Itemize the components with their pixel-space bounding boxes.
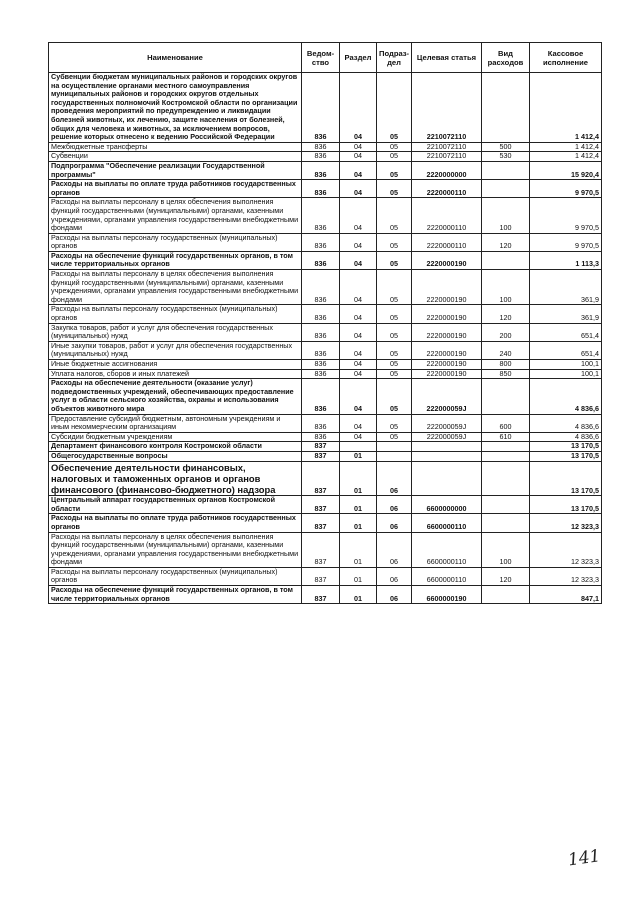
row-subsection: 05 [377, 152, 412, 162]
row-cash-execution: 9 970,5 [530, 198, 602, 233]
row-section: 04 [340, 142, 377, 152]
table-row [49, 379, 602, 414]
row-section: 04 [340, 73, 377, 143]
table-row [49, 414, 602, 432]
header-section: Раздел [340, 43, 377, 73]
row-cash-execution: 12 323,3 [530, 514, 602, 532]
row-target-item: 6600000110 [412, 567, 482, 585]
header-department: Ведом-ство [302, 43, 340, 73]
row-department: 836 [302, 233, 340, 251]
table-row [49, 442, 602, 452]
table-row [49, 270, 602, 305]
table-row [49, 180, 602, 198]
row-target-item: 2220000110 [412, 233, 482, 251]
row-expense-type [482, 161, 530, 179]
row-cash-execution: 13 170,5 [530, 442, 602, 452]
row-cash-execution: 1 412,4 [530, 152, 602, 162]
header-subsection: Подраз-дел [377, 43, 412, 73]
row-name: Общегосударственные вопросы [49, 451, 302, 461]
row-cash-execution: 361,9 [530, 270, 602, 305]
row-department: 837 [302, 451, 340, 461]
row-expense-type: 100 [482, 532, 530, 567]
row-department: 836 [302, 432, 340, 442]
row-cash-execution: 12 323,3 [530, 567, 602, 585]
table-row [49, 360, 602, 370]
row-target-item: 2220000190 [412, 251, 482, 269]
row-name: Расходы на выплаты персоналу государственных (муниципальных) органов [49, 233, 302, 251]
row-expense-type: 530 [482, 152, 530, 162]
row-section: 04 [340, 379, 377, 414]
row-expense-type: 850 [482, 369, 530, 379]
budget-execution-table [48, 42, 602, 604]
row-department: 837 [302, 532, 340, 567]
row-expense-type [482, 496, 530, 514]
row-subsection: 05 [377, 142, 412, 152]
row-section: 01 [340, 514, 377, 532]
row-department: 836 [302, 360, 340, 370]
row-cash-execution: 13 170,5 [530, 461, 602, 496]
table-row [49, 514, 602, 532]
header-cash-execution: Кассовое исполнение [530, 43, 602, 73]
row-target-item: 2220000110 [412, 198, 482, 233]
row-name: Субвенции бюджетам муниципальных районов и городских округов на осуществление органами местного самоуправления муниципальных районов и городских округов отдельных государственных полномочий Костромской области по организации проведения мероприятий по предупреждению и ликвидации болезней животных, их лечению, защите населения от болезней, общих для человека и животных, за исключением вопросов, решение которых отнесено к ведению Российской Федерации [49, 73, 302, 143]
row-expense-type: 120 [482, 567, 530, 585]
row-name: Департамент финансового контроля Костромской области [49, 442, 302, 452]
row-expense-type [482, 379, 530, 414]
row-cash-execution: 13 170,5 [530, 451, 602, 461]
row-target-item: 2210072110 [412, 152, 482, 162]
row-expense-type [482, 442, 530, 452]
row-name: Расходы на обеспечение функций государственных органов, в том числе территориальных органов [49, 586, 302, 604]
row-cash-execution: 12 323,3 [530, 532, 602, 567]
row-cash-execution: 651,4 [530, 341, 602, 359]
row-subsection: 06 [377, 461, 412, 496]
table-row [49, 461, 602, 496]
row-target-item: 2210072110 [412, 142, 482, 152]
row-cash-execution: 100,1 [530, 360, 602, 370]
row-department: 836 [302, 305, 340, 323]
row-section [340, 442, 377, 452]
table-body [49, 73, 602, 604]
row-section: 01 [340, 586, 377, 604]
row-name: Расходы на обеспечение функций государственных органов, в том числе территориальных органов [49, 251, 302, 269]
table-row [49, 198, 602, 233]
row-expense-type: 500 [482, 142, 530, 152]
row-name: Предоставление субсидий бюджетным, автономным учреждениям и иным некоммерческим организациям [49, 414, 302, 432]
row-subsection: 06 [377, 496, 412, 514]
row-department: 836 [302, 323, 340, 341]
row-name: Расходы на выплаты персоналу в целях обеспечения выполнения функций государственными (муниципальными) органами, казенными учреждениями, органами управления государственными внебюджетными фондами [49, 198, 302, 233]
row-section: 04 [340, 161, 377, 179]
row-section: 01 [340, 532, 377, 567]
row-subsection: 06 [377, 532, 412, 567]
row-subsection: 05 [377, 360, 412, 370]
row-expense-type: 120 [482, 305, 530, 323]
row-subsection [377, 451, 412, 461]
row-name: Расходы на выплаты по оплате труда работников государственных органов [49, 180, 302, 198]
row-section: 04 [340, 323, 377, 341]
header-target-item: Целевая статья [412, 43, 482, 73]
table-row [49, 73, 602, 143]
row-expense-type: 100 [482, 270, 530, 305]
row-target-item: 2220000190 [412, 323, 482, 341]
table-row [49, 496, 602, 514]
row-expense-type [482, 461, 530, 496]
row-target-item: 2220000000 [412, 161, 482, 179]
row-subsection: 06 [377, 514, 412, 532]
row-subsection: 05 [377, 305, 412, 323]
row-subsection: 05 [377, 161, 412, 179]
row-target-item: 2210072110 [412, 73, 482, 143]
row-name: Субсидии бюджетным учреждениям [49, 432, 302, 442]
row-subsection: 06 [377, 567, 412, 585]
row-cash-execution: 847,1 [530, 586, 602, 604]
row-subsection: 06 [377, 586, 412, 604]
row-cash-execution: 1 113,3 [530, 251, 602, 269]
row-subsection: 05 [377, 379, 412, 414]
row-department: 837 [302, 586, 340, 604]
row-target-item: 2220000190 [412, 341, 482, 359]
row-department: 836 [302, 270, 340, 305]
row-section: 04 [340, 341, 377, 359]
row-name: Расходы на выплаты по оплате труда работников государственных органов [49, 514, 302, 532]
table-row [49, 305, 602, 323]
row-subsection: 05 [377, 73, 412, 143]
row-cash-execution: 100,1 [530, 369, 602, 379]
row-section: 01 [340, 461, 377, 496]
row-expense-type [482, 251, 530, 269]
table-row [49, 567, 602, 585]
row-cash-execution: 13 170,5 [530, 496, 602, 514]
row-department: 837 [302, 442, 340, 452]
row-name: Межбюджетные трансферты [49, 142, 302, 152]
row-subsection: 05 [377, 198, 412, 233]
row-target-item: 6600000190 [412, 586, 482, 604]
row-department: 836 [302, 152, 340, 162]
row-cash-execution: 361,9 [530, 305, 602, 323]
row-section: 04 [340, 360, 377, 370]
row-expense-type [482, 586, 530, 604]
row-name: Обеспечение деятельности финансовых, налоговых и таможенных органов и органов финансового (финансово-бюджетного) надзора [49, 461, 302, 496]
page-number: 141 [566, 846, 602, 871]
row-expense-type: 120 [482, 233, 530, 251]
row-department: 837 [302, 496, 340, 514]
table-row [49, 586, 602, 604]
row-expense-type: 610 [482, 432, 530, 442]
row-section: 01 [340, 451, 377, 461]
row-section: 04 [340, 369, 377, 379]
row-subsection: 05 [377, 251, 412, 269]
row-expense-type [482, 180, 530, 198]
row-name: Иные бюджетные ассигнования [49, 360, 302, 370]
row-target-item: 6600000110 [412, 532, 482, 567]
row-name: Расходы на выплаты персоналу государственных (муниципальных) органов [49, 567, 302, 585]
row-expense-type: 100 [482, 198, 530, 233]
row-subsection: 05 [377, 341, 412, 359]
row-cash-execution: 4 836,6 [530, 432, 602, 442]
row-subsection: 05 [377, 270, 412, 305]
row-target-item: 6600000000 [412, 496, 482, 514]
row-subsection [377, 442, 412, 452]
row-target-item [412, 451, 482, 461]
row-subsection: 05 [377, 414, 412, 432]
row-target-item: 2220000190 [412, 360, 482, 370]
row-department: 836 [302, 414, 340, 432]
row-department: 836 [302, 198, 340, 233]
row-expense-type [482, 514, 530, 532]
row-name: Центральный аппарат государственных органов Костромской области [49, 496, 302, 514]
row-target-item: 2220000190 [412, 270, 482, 305]
table-header-row [49, 43, 602, 73]
row-department: 836 [302, 161, 340, 179]
row-cash-execution: 9 970,5 [530, 180, 602, 198]
row-name: Расходы на обеспечение деятельности (оказание услуг) подведомственных учреждений, обеспечивающих предоставление услуг в области сельского хозяйства, охраны и использования объектов животного мира [49, 379, 302, 414]
row-expense-type: 600 [482, 414, 530, 432]
table-row [49, 152, 602, 162]
row-subsection: 05 [377, 369, 412, 379]
row-target-item [412, 461, 482, 496]
row-target-item [412, 442, 482, 452]
row-name: Закупка товаров, работ и услуг для обеспечения государственных (муниципальных) нужд [49, 323, 302, 341]
row-name: Расходы на выплаты персоналу в целях обеспечения выполнения функций государственными (муниципальными) органами, казенными учреждениями, органами управления государственными внебюджетными фондами [49, 270, 302, 305]
row-name: Расходы на выплаты персоналу в целях обеспечения выполнения функций государственными (муниципальными) органами, казенными учреждениями, органами управления государственными внебюджетными фондами [49, 532, 302, 567]
row-expense-type: 240 [482, 341, 530, 359]
table-row [49, 451, 602, 461]
row-department: 837 [302, 567, 340, 585]
row-target-item: 6600000110 [412, 514, 482, 532]
table-row [49, 161, 602, 179]
row-expense-type: 200 [482, 323, 530, 341]
row-section: 04 [340, 180, 377, 198]
row-section: 04 [340, 152, 377, 162]
row-subsection: 05 [377, 233, 412, 251]
row-name: Расходы на выплаты персоналу государственных (муниципальных) органов [49, 305, 302, 323]
table-row [49, 233, 602, 251]
row-target-item: 222000059J [412, 432, 482, 442]
row-section: 04 [340, 270, 377, 305]
row-department: 837 [302, 461, 340, 496]
row-expense-type: 800 [482, 360, 530, 370]
row-target-item: 2220000110 [412, 180, 482, 198]
row-cash-execution: 4 836,6 [530, 379, 602, 414]
row-section: 04 [340, 432, 377, 442]
row-expense-type [482, 451, 530, 461]
row-cash-execution: 651,4 [530, 323, 602, 341]
table-row [49, 323, 602, 341]
row-subsection: 05 [377, 323, 412, 341]
row-section: 04 [340, 251, 377, 269]
row-department: 836 [302, 251, 340, 269]
header-name: Наименование [49, 43, 302, 73]
row-department: 836 [302, 180, 340, 198]
row-cash-execution: 1 412,4 [530, 73, 602, 143]
row-subsection: 05 [377, 432, 412, 442]
row-section: 01 [340, 496, 377, 514]
row-section: 04 [340, 305, 377, 323]
row-section: 01 [340, 567, 377, 585]
row-section: 04 [340, 414, 377, 432]
row-target-item: 2220000190 [412, 305, 482, 323]
row-target-item: 222000059J [412, 414, 482, 432]
row-name: Субвенции [49, 152, 302, 162]
row-section: 04 [340, 198, 377, 233]
row-subsection: 05 [377, 180, 412, 198]
table-row [49, 251, 602, 269]
row-name: Уплата налогов, сборов и иных платежей [49, 369, 302, 379]
row-name: Подпрограмма "Обеспечение реализации Государственной программы" [49, 161, 302, 179]
row-department: 837 [302, 514, 340, 532]
row-cash-execution: 1 412,4 [530, 142, 602, 152]
row-target-item: 2220000190 [412, 369, 482, 379]
header-expense-type: Вид расходов [482, 43, 530, 73]
row-cash-execution: 15 920,4 [530, 161, 602, 179]
row-department: 836 [302, 142, 340, 152]
row-department: 836 [302, 341, 340, 359]
row-section: 04 [340, 233, 377, 251]
table-row [49, 341, 602, 359]
row-target-item: 222000059J [412, 379, 482, 414]
row-cash-execution: 4 836,6 [530, 414, 602, 432]
row-name: Иные закупки товаров, работ и услуг для обеспечения государственных (муниципальных) нужд [49, 341, 302, 359]
row-expense-type [482, 73, 530, 143]
row-department: 836 [302, 73, 340, 143]
row-department: 836 [302, 369, 340, 379]
row-department: 836 [302, 379, 340, 414]
row-cash-execution: 9 970,5 [530, 233, 602, 251]
table-row [49, 532, 602, 567]
